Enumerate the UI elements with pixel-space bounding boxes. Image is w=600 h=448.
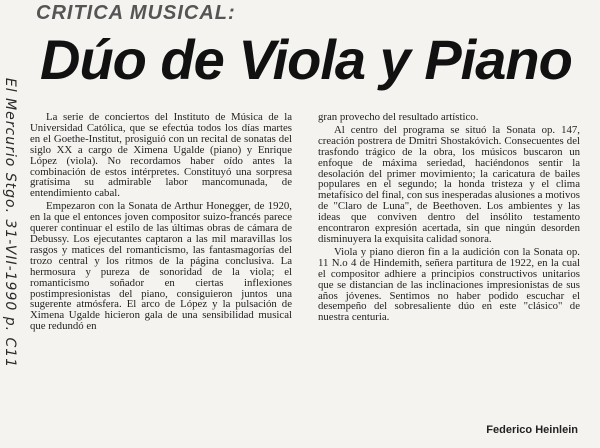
article-paragraph: Viola y piano dieron fin a la audición con la Sonata op. 11 N.o 4 de Hindemith, señera partitura de 1922, en la cual el compositor adhiere a principios constructivos unitarios que se distancian de las inclinaciones impresionistas de sus años jóvenes. Sentimos no haber podido escuchar el desempeño del sobresaliente dúo en este "clásico" de nuestra centuria. [318, 245, 580, 324]
section-title: CRITICA MUSICAL: [36, 2, 236, 24]
article-column-left [30, 112, 292, 446]
article-paragraph: Al centro del programa se situó la Sonata op. 147, creación postrera de Dmitri Shostakóvich. Consecuentes del trasfondo trágico de la obra, los músicos buscaron un enfoque de máxima seriedad, haciéndonos sentir la desolación del primer movimiento; la caricatura de bailes populares en el segundo; la honda tristeza y el clima metafísico del final, con sus inesperadas alusiones a motivos de "Claro de Luna", de Beethoven. Los ambientes y las ideas que conviven dentro del insólito testamento encontraron expresión acertada, sin que ningún desorden disminuyera la exquisita calidad sonora. [318, 123, 580, 245]
article-paragraph: Empezaron con la Sonata de Arthur Honegger, de 1920, en la que el entonces joven compositor suizo-francés parece querer continuar el estilo de las últimas obras de cámara de Debussy. Los ejecutantes captaron a las mil maravillas los rasgos y matices del romanticismo, las fantasmagorías del trozo central y los ritmos de la página conclusiva. La hermosura y pureza de sonoridad de la viola; el romanticismo soñador en ciertas inflexiones postimpresionistas del piano, consiguieron juntos una sugerente atmósfera. El arco de López y la pulsación de Ximena Ugalde hicieron gala de una sensibilidad musical que redundó en [30, 200, 292, 333]
author-byline: Federico Heinlein [486, 424, 578, 436]
article-paragraph: gran provecho del resultado artístico. [318, 112, 479, 123]
article-paragraph: La serie de conciertos del Instituto de Música de la Universidad Católica, que se efectúa todos los días martes en el Goethe-Institut, prosiguió con un recital de sonatas del siglo XX a cargo de Ximena Ugalde (piano) y Enrique López (viola). No recordamos haber oído antes la combinación de estos intérpretes. Constituyó una sorpresa gratísima su admirable labor mancomunada, de entendimiento cabal. [30, 112, 292, 200]
handwritten-source-text: El Mercurio Stgo. 31-VII-1990 p. C11 [2, 77, 18, 369]
article-column-right [318, 112, 580, 418]
handwritten-source-note [0, 8, 20, 438]
headline: Dúo de Viola y Piano [40, 28, 572, 91]
